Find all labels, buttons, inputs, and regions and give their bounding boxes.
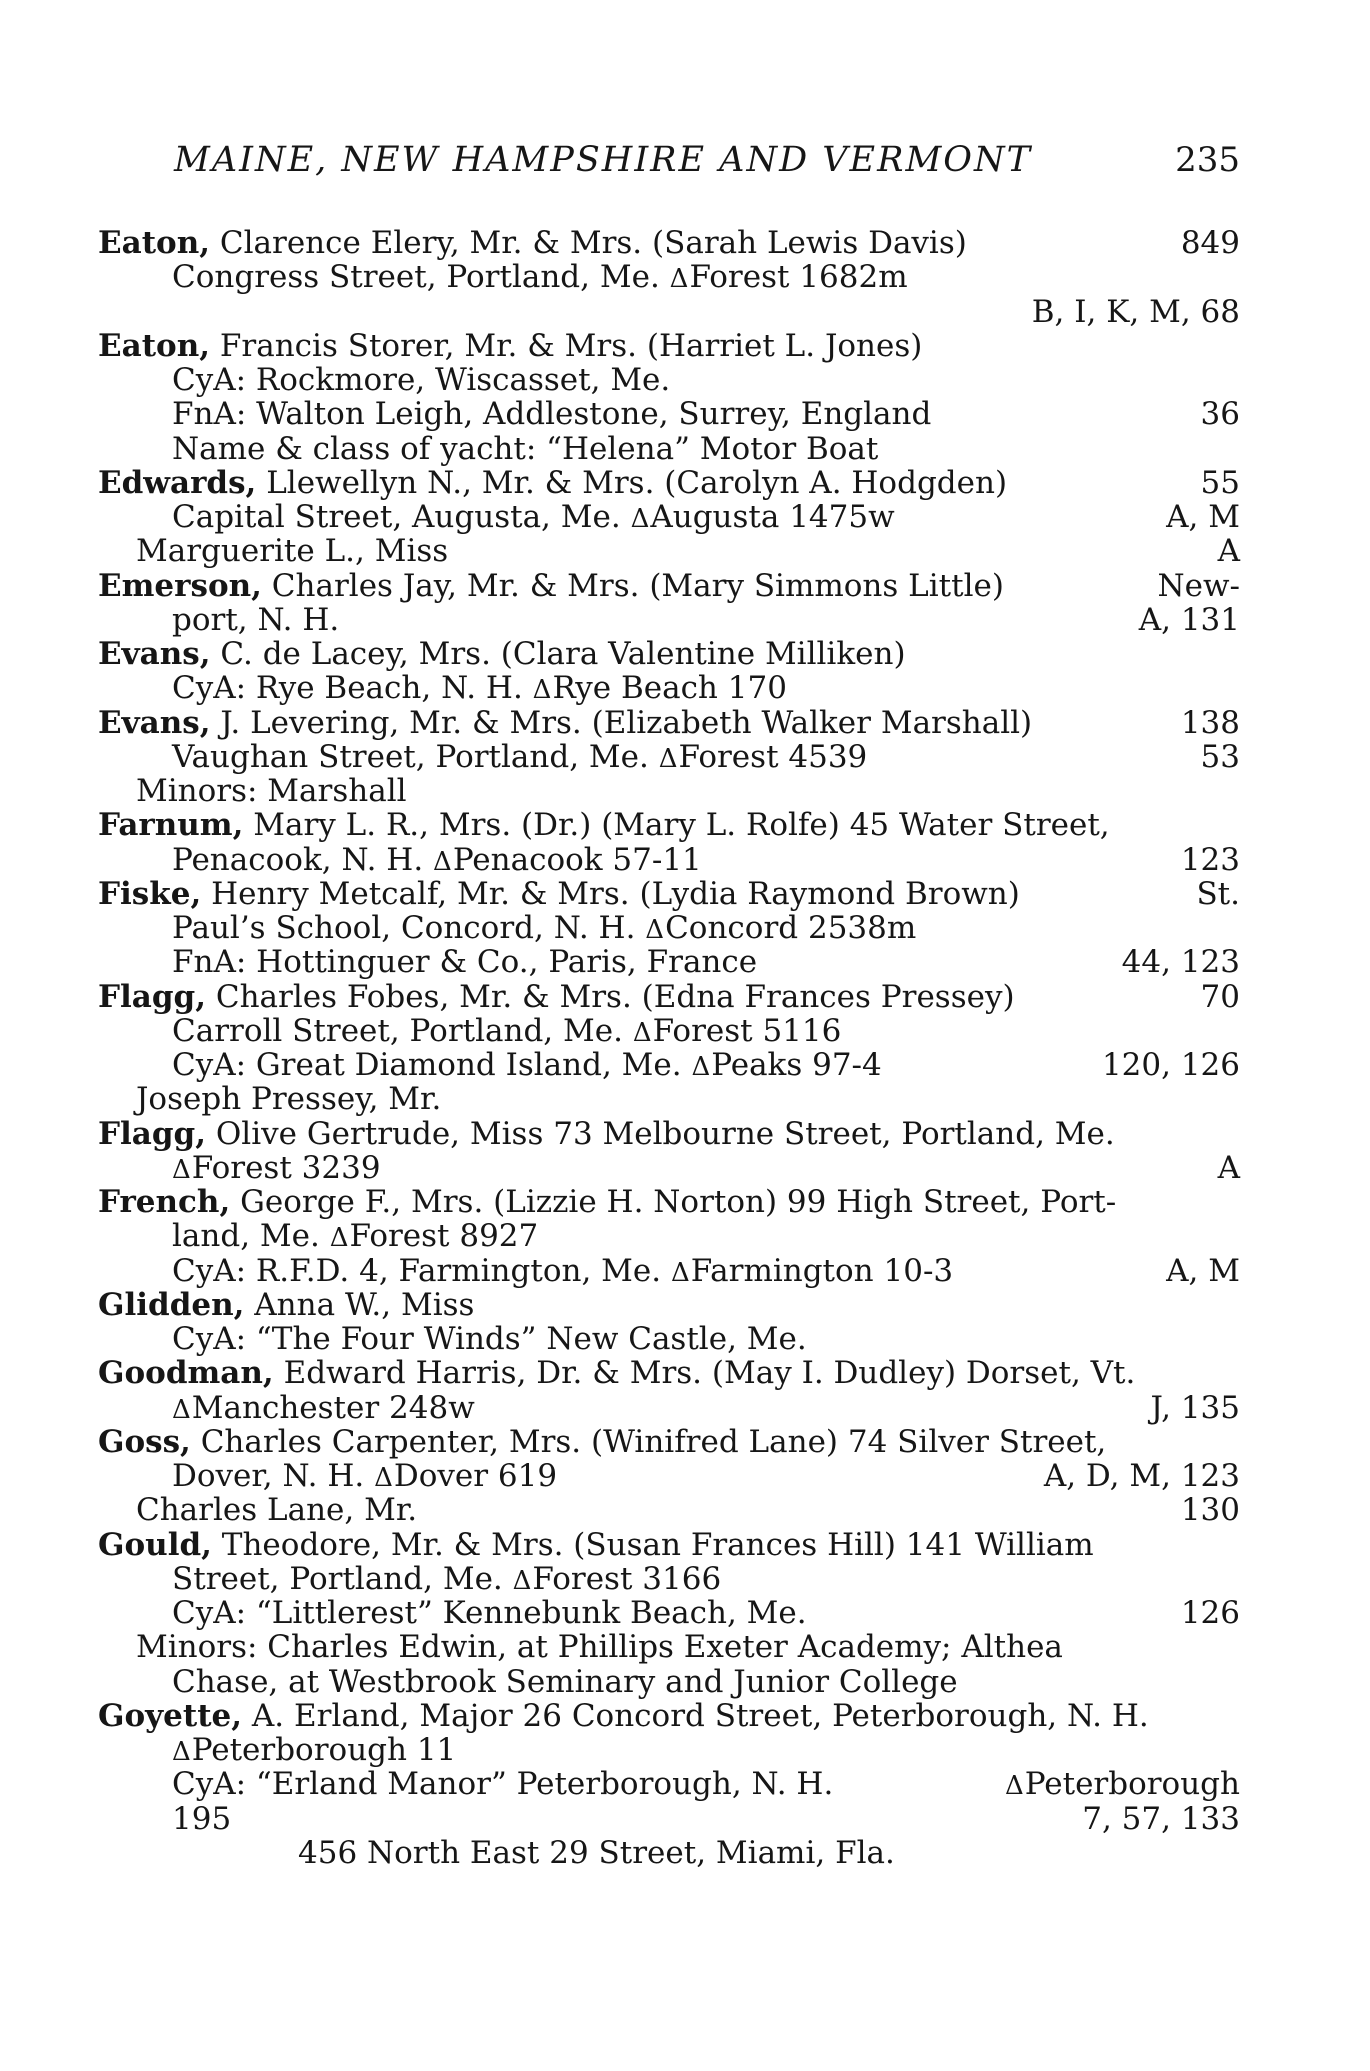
entry-text: FnA: Walton Leigh, Addlestone, Surrey, England: [172, 396, 932, 433]
entry-text: Chase, at Westbrook Seminary and Junior College: [172, 1663, 958, 1700]
entry-name-line: [98, 1356, 1240, 1390]
entry-name-line: [98, 329, 1240, 363]
entry-detail-line: [98, 1151, 1240, 1185]
entry-text: Llewellyn N., Mr. & Mrs. (Carolyn A. Hodgden): [256, 464, 1008, 501]
entry-detail-line: [98, 1048, 1240, 1082]
entry-text: Street, Portland, Me.: [172, 1560, 513, 1597]
entry-name-line: [98, 1699, 1240, 1733]
telephone-icon: Δ: [532, 675, 552, 706]
telephone-number: Manchester 248w: [191, 1389, 475, 1426]
entry-detail-line: [98, 500, 1240, 534]
entry-text: Charles Carpenter, Mrs. (Winifred Lane) 74 Silver Street,: [190, 1423, 1107, 1460]
telephone-number: Augusta 1475w: [650, 499, 895, 535]
entry-text: CyA: R.F.D. 4, Farmington, Me.: [172, 1252, 671, 1289]
entry-detail-line: [98, 1493, 1240, 1527]
running-head: MAINE, NEW HAMPSHIRE AND VERMONT: [174, 140, 1032, 180]
surname: Emerson,: [98, 567, 262, 604]
club-codes: 70: [1200, 978, 1240, 1015]
directory-entries: [98, 226, 1240, 1870]
club-codes: 53: [1200, 738, 1240, 775]
entry-text: Edward Harris, Dr. & Mrs. (May I. Dudley) Dorset, Vt.: [273, 1355, 1136, 1392]
club-codes: 36: [1200, 396, 1240, 433]
entry-text: CyA: Great Diamond Island, Me.: [172, 1047, 692, 1083]
surname: Goss,: [98, 1423, 191, 1460]
entry-text: CyA: “Erland Manor” Peterborough, N. H.: [172, 1766, 834, 1803]
entry-text: A. Erland, Major 26 Concord Street, Peterborough, N. H.: [242, 1697, 1149, 1734]
telephone-icon: Δ: [630, 504, 650, 534]
telephone-number: Peaks 97-4: [711, 1047, 882, 1083]
surname: Evans,: [98, 636, 211, 672]
telephone-number: Dover 619: [393, 1458, 558, 1494]
entry-detail-line: [98, 1733, 1240, 1767]
page-number: 235: [1175, 140, 1240, 180]
surname: Eaton,: [98, 327, 211, 364]
entry-text: Charles Fobes, Mr. & Mrs. (Edna Frances Pressey): [206, 978, 1015, 1015]
club-codes: 849: [1180, 225, 1240, 261]
telephone-icon: Δ: [172, 1737, 191, 1767]
telephone-number: Forest 4539: [678, 738, 868, 775]
entry-text: CyA: “Littlerest” Kennebunk Beach, Me.: [172, 1595, 807, 1631]
entry-text: CyA: “The Four Winds” New Castle, Me.: [172, 1321, 807, 1357]
entry-name-line: [98, 808, 1240, 842]
entry-text: Vaughan Street, Portland, Me.: [172, 738, 659, 775]
entry-detail-line: [98, 1596, 1240, 1630]
club-codes: J, 135: [1150, 1389, 1240, 1426]
telephone-icon: Δ: [691, 1052, 711, 1082]
telephone-icon: Δ: [645, 915, 665, 945]
telephone-icon: Δ: [433, 846, 452, 877]
entry-text: Penacook, N. H.: [172, 841, 434, 878]
club-codes: A, 131: [1138, 601, 1240, 638]
surname: Fiske,: [98, 875, 202, 912]
entry-detail-line: [98, 1802, 1240, 1836]
entry-text: Henry Metcalf, Mr. & Mrs. (Lydia Raymond Brown): [201, 875, 1020, 912]
entry-detail-line: [98, 843, 1240, 877]
entry-text: 456 North East 29 Street, Miami, Fla.: [298, 1834, 895, 1871]
entry-name-line: [98, 706, 1240, 740]
telephone-number: Forest 1682m: [689, 259, 908, 296]
surname: Gould,: [98, 1526, 212, 1563]
entry-text: Joseph Pressey, Mr.: [136, 1081, 442, 1118]
telephone-icon: Δ: [632, 1017, 652, 1048]
telephone-number: Peterborough 11: [191, 1732, 457, 1768]
telephone-number: Farmington 10-3: [690, 1252, 954, 1289]
entry-name-line: [98, 1528, 1240, 1562]
entry-text: George F., Mrs. (Lizzie H. Norton) 99 High Street, Port-: [230, 1184, 1117, 1220]
surname: Goodman,: [98, 1355, 274, 1392]
entry-detail-line: [98, 260, 1240, 294]
telephone-icon: Δ: [512, 1565, 532, 1596]
surname: Eaton,: [98, 225, 211, 261]
entry-name-line: [98, 1117, 1240, 1151]
surname: Flagg,: [98, 978, 207, 1015]
entry-name-line: [98, 980, 1240, 1014]
entry-name-line: [98, 877, 1240, 911]
entry-detail-line: [98, 397, 1240, 431]
entry-detail-line: [98, 1254, 1240, 1288]
entry-text: C. de Lacey, Mrs. (Clara Valentine Milliken): [210, 636, 906, 672]
telephone-icon: Δ: [658, 743, 678, 774]
right-telephone: [1005, 1767, 1240, 1803]
club-codes: A, M: [1166, 499, 1240, 535]
entry-text: Charles Jay, Mr. & Mrs. (Mary Simmons Little): [261, 567, 1004, 604]
entry-text: Theodore, Mr. & Mrs. (Susan Frances Hill) 141 William: [211, 1526, 1094, 1563]
club-codes: 138: [1180, 704, 1240, 741]
entry-detail-line: [98, 295, 1240, 329]
entry-name-line: [98, 637, 1240, 671]
entry-detail-line: [98, 1665, 1240, 1699]
surname: Flagg,: [98, 1115, 207, 1152]
entry-detail-line: [98, 1459, 1240, 1493]
entry-detail-line: [98, 603, 1240, 637]
entry-text: 195: [172, 1800, 232, 1837]
telephone-number: Forest 3166: [532, 1560, 722, 1597]
telephone-number: Concord 2538m: [665, 910, 917, 946]
entry-text: Congress Street, Portland, Me.: [172, 259, 670, 296]
entry-text: FnA: Hottinguer & Co., Paris, France: [172, 944, 758, 981]
telephone-icon: Δ: [670, 1257, 690, 1288]
entry-name-line: [98, 1185, 1240, 1219]
surname: Evans,: [98, 704, 211, 741]
entry-text: Name & class of yacht: “Helena” Motor Boat: [172, 430, 879, 467]
club-codes: 130: [1180, 1492, 1240, 1529]
surname: Glidden,: [98, 1286, 245, 1323]
entry-name-line: [98, 466, 1240, 500]
club-codes: 7, 57, 133: [1082, 1800, 1240, 1837]
entry-text: CyA: Rye Beach, N. H.: [172, 670, 533, 707]
telephone-number: Forest 3239: [191, 1149, 381, 1186]
entry-text: Minors: Charles Edwin, at Phillips Exeter Academy; Althea: [136, 1629, 1063, 1666]
club-codes: 120, 126: [1101, 1047, 1240, 1083]
surname: Edwards,: [98, 464, 257, 501]
entry-name-line: [98, 569, 1240, 603]
telephone-number: Peterborough: [1024, 1766, 1240, 1803]
entry-name-line: [98, 1288, 1240, 1322]
telephone-number: Forest 8927: [349, 1218, 539, 1255]
entry-text: Paul’s School, Concord, N. H.: [172, 910, 646, 946]
entry-detail-line: [98, 1219, 1240, 1253]
entry-name-line: [98, 1425, 1240, 1459]
club-codes: 123: [1180, 841, 1240, 878]
surname: Goyette,: [98, 1697, 243, 1734]
entry-detail-line: [98, 1562, 1240, 1596]
entry-detail-line: [98, 1836, 1240, 1870]
entry-detail-line: [98, 432, 1240, 466]
entry-detail-line: [98, 1014, 1240, 1048]
entry-text: Francis Storer, Mr. & Mrs. (Harriet L. Jones): [210, 327, 923, 364]
entry-detail-line: [98, 363, 1240, 397]
entry-detail-line: [98, 911, 1240, 945]
entry-detail-line: [98, 671, 1240, 705]
telephone-icon: Δ: [374, 1463, 393, 1493]
club-codes: St.: [1196, 875, 1240, 912]
telephone-icon: Δ: [172, 1394, 191, 1425]
page-header: [174, 140, 1240, 184]
telephone-number: Rye Beach 170: [552, 670, 787, 707]
telephone-number: Penacook 57-11: [452, 841, 702, 878]
club-codes: New-: [1157, 567, 1240, 604]
surname: French,: [98, 1184, 231, 1220]
club-codes: 126: [1180, 1595, 1240, 1631]
entry-detail-line: [98, 1630, 1240, 1664]
entry-detail-line: [98, 1322, 1240, 1356]
entry-text: Marguerite L., Miss: [136, 533, 449, 570]
entry-name-line: [98, 226, 1240, 260]
entry-detail-line: [98, 534, 1240, 568]
entry-text: Anna W., Miss: [244, 1286, 475, 1323]
entry-detail-line: [98, 1082, 1240, 1116]
entry-text: J. Levering, Mr. & Mrs. (Elizabeth Walker Marshall): [210, 704, 1033, 741]
club-codes: 44, 123: [1121, 944, 1240, 981]
entry-detail-line: [98, 945, 1240, 979]
entry-detail-line: [98, 774, 1240, 808]
entry-detail-line: [98, 740, 1240, 774]
club-codes: A, M: [1166, 1252, 1240, 1289]
entry-text: land, Me.: [172, 1218, 330, 1255]
entry-text: Charles Lane, Mr.: [136, 1492, 418, 1529]
telephone-icon: Δ: [1005, 1771, 1024, 1802]
entry-detail-line: [98, 1767, 1240, 1801]
entry-text: Olive Gertrude, Miss 73 Melbourne Street, Portland, Me.: [206, 1115, 1115, 1152]
entry-text: Clarence Elery, Mr. & Mrs. (Sarah Lewis Davis): [210, 225, 967, 261]
telephone-icon: Δ: [172, 1154, 191, 1185]
entry-text: Minors: Marshall: [136, 773, 407, 809]
club-codes: 55: [1200, 464, 1240, 501]
entry-text: Dover, N. H.: [172, 1458, 375, 1494]
entry-text: port, N. H.: [172, 601, 340, 638]
club-codes: A, D, M, 123: [1043, 1458, 1240, 1494]
entry-detail-line: [98, 1391, 1240, 1425]
surname: Farnum,: [98, 807, 244, 844]
club-codes: A: [1217, 1149, 1240, 1186]
entry-text: Capital Street, Augusta, Me.: [172, 499, 631, 535]
telephone-icon: Δ: [669, 264, 689, 295]
club-codes: B, I, K, M, 68: [1031, 293, 1240, 330]
entry-text: Mary L. R., Mrs. (Dr.) (Mary L. Rolfe) 45 Water Street,: [243, 807, 1110, 844]
telephone-number: Forest 5116: [652, 1012, 842, 1049]
entry-text: Carroll Street, Portland, Me.: [172, 1012, 633, 1049]
telephone-icon: Δ: [329, 1223, 349, 1254]
entry-text: CyA: Rockmore, Wiscasset, Me.: [172, 362, 671, 398]
club-codes: A: [1217, 533, 1240, 570]
